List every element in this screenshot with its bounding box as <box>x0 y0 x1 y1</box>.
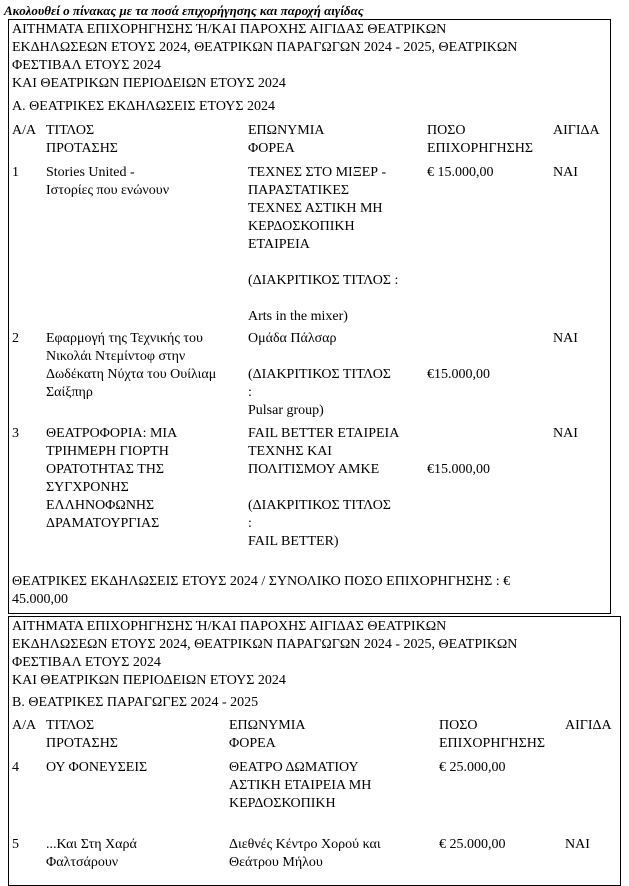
row-3-aegis: ΝΑΙ <box>553 426 578 441</box>
row-4-no: 4 <box>12 760 19 775</box>
row-5-org: Διεθνές Κέντρο Χορού και Θεάτρου Μήλου <box>229 837 381 870</box>
header-org: ΕΠΩΝΥΜΙΑ ΦΟΡΕΑ <box>248 123 325 156</box>
row-3-title: ΘΕΑΤΡΟΦΟΡΙΑ: ΜΙΑ ΤΡΙΗΜΕΡΗ ΓΙΟΡΤΗ ΟΡΑΤΟΤΗΤΑΣ ΤΗΣ ΣΥΓΧΡΟΝΗΣ ΕΛΛΗΝΟΦΩΝΗΣ ΔΡΑΜΑΤΟΥΡΓΙΑΣ <box>46 426 178 531</box>
row-1-aegis: ΝΑΙ <box>553 165 578 180</box>
row-1-amount: € 15.000,00 <box>427 165 494 180</box>
row-5-aegis: ΝΑΙ <box>565 837 590 852</box>
section-b-subtitle: Β. ΘΕΑΤΡΙΚΕΣ ΠΑΡΑΓΩΓΕΣ 2024 - 2025 <box>12 695 259 710</box>
row-1-org-extra2: Arts in the mixer) <box>248 309 348 324</box>
row-1-no: 1 <box>12 165 19 180</box>
header-no: Α/Α <box>12 123 37 138</box>
row-3-org-extra: (ΔΙΑΚΡΙΤΙΚΟΣ ΤΙΤΛΟΣ : <box>248 498 391 531</box>
section-a-title-1: ΑΙΤΗΜΑΤΑ ΕΠΙΧΟΡΗΓΗΣΗΣ Ή/ΚΑΙ ΠΑΡΟΧΗΣ ΑΙΓΙΔΑΣ ΘΕΑΤΡΙΚΩΝ <box>12 22 447 37</box>
row-1-org: ΤΕΧΝΕΣ ΣΤΟ ΜΙΞΕΡ - ΠΑΡΑΣΤΑΤΙΚΕΣ ΤΕΧΝΕΣ ΑΣΤΙΚΗ ΜΗ ΚΕΡΔΟΣΚΟΠΙΚΗ ΕΤΑΙΡΕΙΑ <box>248 165 387 252</box>
row-5-no: 5 <box>12 837 19 852</box>
row-1-org-extra: (ΔΙΑΚΡΙΤΙΚΟΣ ΤΙΤΛΟΣ : <box>248 273 399 288</box>
section-b-title-4: ΚΑΙ ΘΕΑΤΡΙΚΩΝ ΠΕΡΙΟΔΕΙΩΝ ΕΤΟΥΣ 2024 <box>12 673 286 688</box>
row-4-title: ΟΥ ΦΟΝΕΥΣΕΙΣ <box>46 760 148 775</box>
header-title: ΤΙΤΛΟΣ ΠΡΟΤΑΣΗΣ <box>46 718 118 751</box>
row-4-amount: € 25.000,00 <box>439 760 506 775</box>
intro-heading: Ακολουθεί ο πίνακας με τα ποσά επιχορήγησης και παροχή αιγίδας <box>4 3 364 18</box>
row-2-org: Ομάδα Πάλσαρ <box>248 331 337 346</box>
row-2-org-extra: (ΔΙΑΚΡΙΤΙΚΟΣ ΤΙΤΛΟΣ : <box>248 367 391 400</box>
header-aegis: ΑΙΓΙΔΑ <box>565 718 612 733</box>
row-3-org-extra2: FAIL BETTER) <box>248 534 339 549</box>
header-amount: ΠΟΣΟ ΕΠΙΧΟΡΗΓΗΣΗΣ <box>439 718 546 751</box>
section-b-title-2: ΕΚΔΗΛΩΣΕΩΝ ΕΤΟΥΣ 2024, ΘΕΑΤΡΙΚΩΝ ΠΑΡΑΓΩΓΩΝ 2024 - 2025, ΘΕΑΤΡΙΚΩΝ <box>12 637 518 652</box>
row-2-amount: €15.000,00 <box>427 367 490 382</box>
row-3-org: FAIL BETTER ΕΤΑΙΡΕΙΑ ΤΕΧΝΗΣ ΚΑΙ ΠΟΛΙΤΙΣΜΟΥ ΑΜΚΕ <box>248 426 400 477</box>
section-a-subtitle: Α. ΘΕΑΤΡΙΚΕΣ ΕΚΔΗΛΩΣΕΙΣ ΕΤΟΥΣ 2024 <box>12 99 276 114</box>
row-3-no: 3 <box>12 426 19 441</box>
section-b-title-3: ΦΕΣΤΙΒΑΛ ΕΤΟΥΣ 2024 <box>12 655 161 670</box>
row-2-aegis: ΝΑΙ <box>553 331 578 346</box>
row-2-org-extra2: Pulsar group) <box>248 403 324 418</box>
row-2-title: Εφαρμογή της Τεχνικής του Νικολάι Ντεμίντοφ στην Δωδέκατη Νύχτα του Ουίλιαμ Σαίξπηρ <box>46 331 217 400</box>
row-5-amount: € 25.000,00 <box>439 837 506 852</box>
section-a-total-amount: 45.000,00 <box>12 592 68 607</box>
section-b-title-1: ΑΙΤΗΜΑΤΑ ΕΠΙΧΟΡΗΓΗΣΗΣ Ή/ΚΑΙ ΠΑΡΟΧΗΣ ΑΙΓΙΔΑΣ ΘΕΑΤΡΙΚΩΝ <box>12 619 447 634</box>
header-aegis: ΑΙΓΙΔΑ <box>553 123 600 138</box>
row-5-title: ...Και Στη Χαρά Φαλτσάρουν <box>46 837 137 870</box>
section-a-title-3: ΦΕΣΤΙΒΑΛ ΕΤΟΥΣ 2024 <box>12 58 161 73</box>
header-title: ΤΙΤΛΟΣ ΠΡΟΤΑΣΗΣ <box>46 123 118 156</box>
row-4-org: ΘΕΑΤΡΟ ΔΩΜΑΤΙΟΥ ΑΣΤΙΚΗ ΕΤΑΙΡΕΙΑ ΜΗ ΚΕΡΔΟΣΚΟΠΙΚΗ <box>229 760 372 811</box>
header-amount: ΠΟΣΟ ΕΠΙΧΟΡΗΓΗΣΗΣ <box>427 123 534 156</box>
section-a-title-2: ΕΚΔΗΛΩΣΕΩΝ ΕΤΟΥΣ 2024, ΘΕΑΤΡΙΚΩΝ ΠΑΡΑΓΩΓΩΝ 2024 - 2025, ΘΕΑΤΡΙΚΩΝ <box>12 40 518 55</box>
section-a-title-4: ΚΑΙ ΘΕΑΤΡΙΚΩΝ ΠΕΡΙΟΔΕΙΩΝ ΕΤΟΥΣ 2024 <box>12 76 286 91</box>
section-a-total-line-1: ΘΕΑΤΡΙΚΕΣ ΕΚΔΗΛΩΣΕΙΣ ΕΤΟΥΣ 2024 / ΣΥΝΟΛΙΚΟ ΠΟΣΟ ΕΠΙΧΟΡΗΓΗΣΗΣ : € <box>12 574 511 589</box>
row-3-amount: €15.000,00 <box>427 462 490 477</box>
header-org: ΕΠΩΝΥΜΙΑ ΦΟΡΕΑ <box>229 718 306 751</box>
row-1-title: Stories United - Ιστορίες που ενώνουν <box>46 165 170 198</box>
row-2-no: 2 <box>12 331 19 346</box>
header-no: Α/Α <box>12 718 37 733</box>
